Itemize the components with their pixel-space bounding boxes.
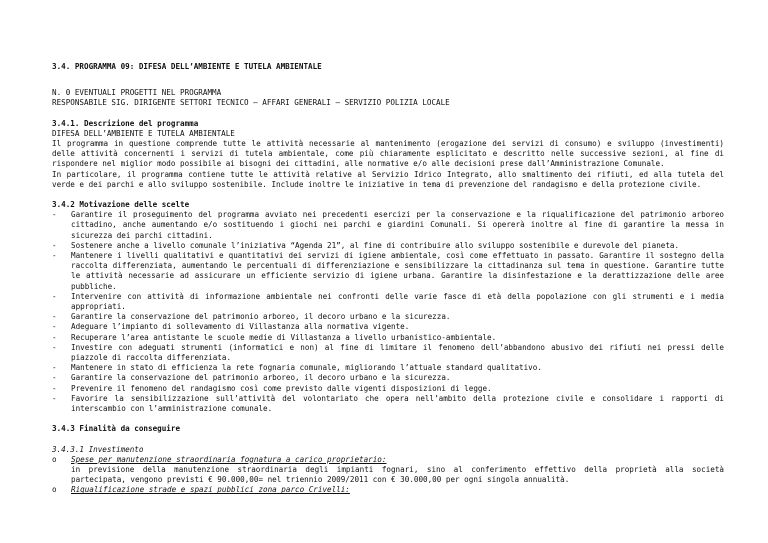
section-motivation-heading: 3.4.2 Motivazione delle scelte [52, 200, 190, 210]
list-item: - Prevenire il fenomeno del randagismo così come previsto dalle vigenti disposizioni di legge. [52, 383, 492, 393]
list-item [52, 455, 724, 486]
description-paragraph: In particolare, il programma contiene tutte le attività relative al Servizio Idrico Integrato, allo smaltimento dei rifiuti, ed alla tutela del verde e dei parchi e allo sviluppo sostenibile. Include inoltre le iniziative in tema di prevenzione del randagismo e della protezione civile. [52, 169, 724, 189]
dash-marker: - [52, 363, 57, 373]
list-item: - Adeguare l’impianto di sollevamento di Villastanza alla normativa vigente. [52, 322, 410, 332]
section-description-subtitle: DIFESA DELL’AMBIENTE E TUTELA AMBIENTALE [52, 128, 235, 138]
dash-marker: - [52, 210, 57, 220]
list-item: - Garantire la conservazione del patrimonio arboreo, il decoro urbano e la sicurezza. [52, 373, 451, 383]
dash-marker: - [52, 312, 57, 322]
projects-count-line: N. 0 EVENTUALI PROGETTI NEL PROGRAMMA [52, 88, 222, 98]
list-item: - Garantire la conservazione del patrimonio arboreo, il decoro urbano e la sicurezza. [52, 312, 451, 322]
investment-item-title: Riqualificazione strade e spazi pubblici zona parco Crivelli: [71, 485, 350, 495]
motivation-list [52, 210, 724, 414]
description-paragraph: Il programma in questione comprende tutte le attività necessarie al mantenimento (erogazione dei servizi di consumo) e sviluppo (investimenti) delle attività concernenti i servizi di tutela ambientale, come più chiaramente esplicitato e descritto nelle successive sezioni, al fine di rispondere nel miglior modo possibile ai bisogni dei cittadini, alle normative e/o alle decisioni prese dall’Amministrazione Comunale. [52, 139, 724, 169]
list-item: - Mantenere in stato di efficienza la rete fognaria comunale, migliorando l’attuale standard qualitativo. [52, 363, 542, 373]
bullet-marker: o [52, 454, 57, 464]
investment-item-title: Spese per manutenzione straordinaria fognatura a carico proprietario: [71, 454, 387, 464]
dash-marker: - [52, 332, 57, 342]
document-body [52, 62, 724, 496]
list-item: - Favorire la sensibilizzazione sull’attività del volontariato che opera nell’ambito della protezione civile e consolidare i rapporti di interscambio con l’amministrazione comunale. [52, 393, 724, 414]
list-item [52, 485, 724, 495]
list-item: - Garantire il proseguimento del programma avviato nei precedenti esercizi per la conservazione e la riqualificazione del patrimonio arboreo cittadino, anche aumentando e/o sostituendo i giochi nei parchi e giardini Comunali. Si opererà inoltre al fine di garantire la messa in sicurezza dei parchi cittadini. [52, 210, 724, 240]
list-item: - Investire con adeguati strumenti (informatici e non) al fine di limitare il fenomeno dell’abbandono abusivo dei rifiuti nei pressi delle piazzole di raccolta differenziata. [52, 342, 724, 363]
dash-marker: - [52, 383, 57, 393]
list-item: - Mantenere i livelli qualitativi e quantitativi dei servizi di igiene ambientale, così come effettuato in passato. Garantire il sostegno della raccolta differenziata, aumentando le percentuali di differenziazione e sensibilizzare la cittadinanza sul tema in questione. Garantire tutte le attività necessarie ad assicurare un efficiente servizio di igiene urbana. Garantire la disinfestazione e la derattizzazione delle aree pubbliche. [52, 251, 724, 291]
dash-marker: - [52, 322, 57, 332]
list-item: - Recuperare l’area antistante le scuole medie di Villastanza a livello urbanistico-ambientale. [52, 332, 497, 342]
investment-subheading: 3.4.3.1 Investimento [52, 444, 144, 454]
list-item: - Intervenire con attività di informazione ambientale nei confronti delle varie fasce di età della popolazione con gli strumenti e i media appropriati. [52, 291, 724, 312]
dash-marker: - [52, 393, 57, 403]
program-title: 3.4. PROGRAMMA 09: DIFESA DELL’AMBIENTE E TUTELA AMBIENTALE [52, 62, 322, 71]
dash-marker: - [52, 251, 57, 261]
dash-marker: - [52, 342, 57, 352]
dash-marker: - [52, 240, 57, 250]
dash-marker: - [52, 291, 57, 301]
dash-marker: - [52, 373, 57, 383]
investment-item-text: in previsione della manutenzione straordinaria degli impianti fognari, sino al conferimento effettivo della proprietà alla società partecipata, vengono previsti € 90.000,00= nel triennio 2009/2011 con € 30.000,00 per ogni singola annualità. [71, 464, 724, 485]
list-item: - Sostenere anche a livello comunale l’iniziativa “Agenda 21”, al fine di contribuire allo sviluppo sostenibile e durevole del pianeta. [52, 240, 680, 250]
responsible-line: RESPONSABILE SIG. DIRIGENTE SETTORI TECNICO – AFFARI GENERALI – SERVIZIO POLIZIA LOCALE [52, 98, 450, 108]
section-description-heading: 3.4.1. Descrizione del programma [52, 118, 199, 128]
section-goals-heading: 3.4.3 Finalità da conseguire [52, 424, 181, 434]
bullet-marker: o [52, 485, 57, 495]
